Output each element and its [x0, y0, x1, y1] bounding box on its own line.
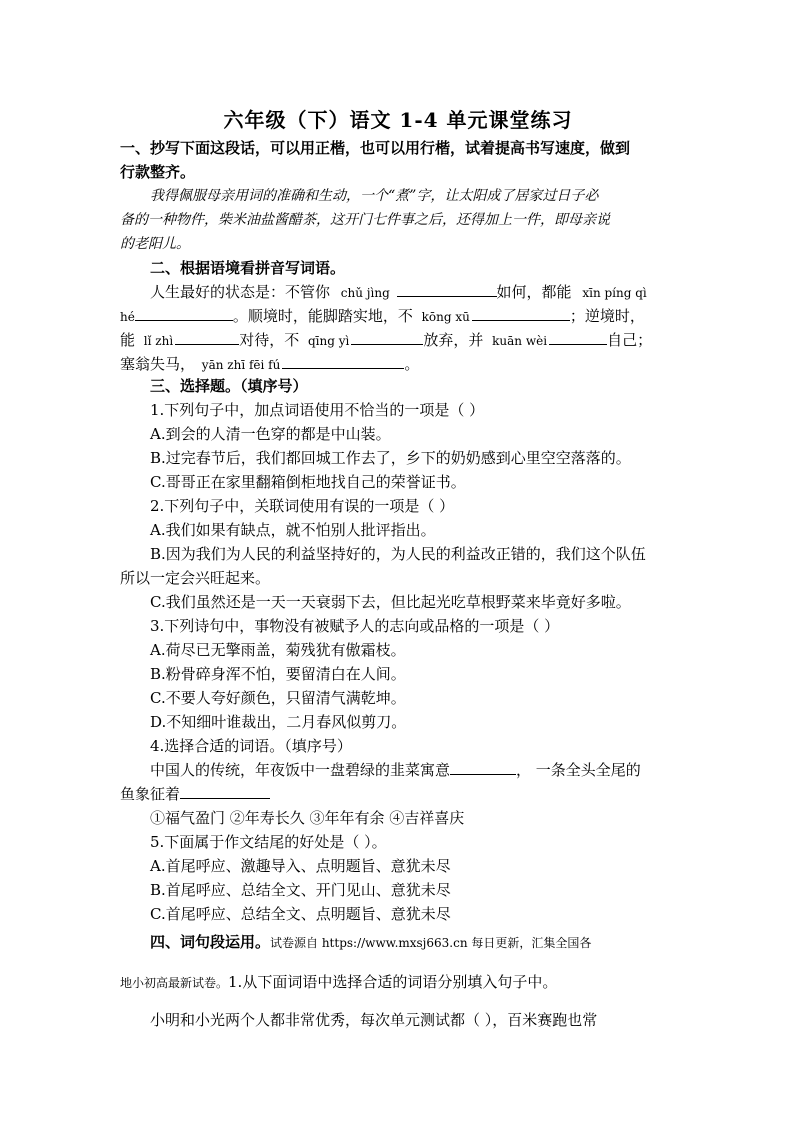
source-note-cont: 地小初高最新试卷。	[120, 976, 229, 990]
option-b: B.首尾呼应、总结全文、开门见山、意犹未尽	[150, 881, 451, 899]
page-title: 六年级（下）语文 1-4 单元课堂练习	[223, 108, 573, 132]
option-b: B.过完春节后，我们都回城工作去了，乡下的奶奶感到心里空空落落的。	[150, 449, 631, 467]
pinyin-line	[120, 328, 652, 353]
pinyin: yān zhī fēi fú	[201, 358, 281, 372]
text: 鱼象征着	[120, 785, 181, 803]
option-c: C.哥哥正在家里翻箱倒柜地找自己的荣誉证书。	[150, 473, 466, 491]
text: ， 一条全头全尾的	[516, 761, 641, 779]
pinyin: xīn píng qì	[582, 286, 647, 300]
pinyin: kuān wèi	[492, 334, 548, 348]
section-4-paragraph: 小明和小光两个人都非常优秀，每次单元测试都（ ），百米赛跑也常	[150, 1011, 598, 1029]
option-a: A.荷尽已无擎雨盖，菊残犹有傲霜枝。	[150, 641, 406, 659]
pinyin: kōng xū	[421, 310, 470, 324]
answer-blank[interactable]	[472, 305, 570, 321]
question-4-line	[120, 782, 270, 806]
section-1-heading: 一、抄写下面这段话，可以用正楷，也可以用行楷，试着提高书写速度，做到	[120, 139, 631, 157]
option-c: C.首尾呼应、总结全文、点明题旨、意犹未尽	[150, 905, 451, 923]
pinyin: hé	[120, 310, 135, 324]
question-2: 2.下列句子中，关联词使用有误的一项是（ ）	[150, 497, 455, 515]
copy-passage-line: 我得佩服母亲用词的准确和生动，一个“煮”字，让太阳成了居家过日子必	[150, 188, 599, 204]
section-3-heading: 三、选择题。（填序号）	[150, 377, 308, 395]
text: ；逆境时，	[569, 307, 645, 325]
answer-blank[interactable]	[351, 329, 423, 345]
copy-passage-line: 备的一种物件，柴米油盐酱醋茶，这开门七件事之后，还得加上一件，即母亲说	[120, 212, 610, 228]
copy-passage-line: 的老阳儿。	[120, 236, 190, 252]
text: 如何，都能	[496, 283, 572, 301]
answer-blank[interactable]	[180, 783, 270, 799]
text: 中国人的传统，年夜饭中一盘碧绿的韭菜寓意	[150, 761, 451, 779]
pinyin-line	[120, 304, 645, 329]
answer-blank[interactable]	[175, 329, 239, 345]
pinyin: lǐ zhì	[143, 334, 174, 348]
question-1: 1.下列句子中，加点词语使用不恰当的一项是（ ）	[150, 401, 485, 419]
option-b-cont: 所以一定会兴旺起来。	[120, 569, 271, 587]
answer-blank[interactable]	[135, 305, 233, 321]
option-c: C.不要人夸好颜色，只留清气满乾坤。	[150, 689, 406, 707]
pinyin: qīng yì	[307, 334, 350, 348]
option-c: C.我们虽然还是一天一天衰弱下去，但比起光吃草根野菜来毕竟好多啦。	[150, 593, 631, 611]
answer-blank[interactable]	[450, 759, 516, 775]
answer-blank[interactable]	[549, 329, 607, 345]
question-4-line	[150, 758, 641, 782]
text: 对待，不	[239, 331, 300, 349]
option-a: A.我们如果有缺点，就不怕别人批评指出。	[150, 521, 436, 539]
section-2-heading: 二、根据语境看拼音写词语。	[150, 259, 346, 277]
section-4-line	[120, 970, 557, 995]
word-options: ①福气盈门 ②年寿长久 ③年年有余 ④吉祥喜庆	[150, 809, 465, 827]
text: 。	[404, 355, 420, 373]
section-1-heading-cont: 行款整齐。	[120, 163, 196, 181]
text: 塞翁失马，	[120, 355, 196, 373]
text: 自己；	[607, 331, 653, 349]
option-b: B.粉骨碎身浑不怕，要留清白在人间。	[150, 665, 406, 683]
answer-blank[interactable]	[282, 353, 404, 369]
source-note: 试卷源自 https://www.mxsj663.cn 每日更新，汇集全国各	[270, 936, 592, 950]
section-4-line	[150, 930, 591, 955]
option-a: A.到会的人清一色穿的都是中山装。	[150, 425, 391, 443]
question-3: 3.下列诗句中，事物没有被赋予人的志向或品格的一项是（ ）	[150, 617, 560, 635]
option-b: B.因为我们为人民的利益坚持好的，为人民的利益改正错的，我们这个队伍	[150, 545, 646, 563]
text: 能	[120, 331, 136, 349]
answer-blank[interactable]	[397, 281, 497, 297]
question-4: 4.选择合适的词语。（填序号）	[150, 737, 352, 755]
pinyin: chǔ jìng	[340, 286, 390, 300]
text: 人生最好的状态是：不管你	[150, 283, 331, 301]
option-d: D.不知细叶谁裁出，二月春风似剪刀。	[150, 713, 407, 731]
text: 。顺境时，能脚踏实地，不	[232, 307, 413, 325]
question-5: 5.下面属于作文结尾的好处是（ ）。	[150, 833, 387, 851]
pinyin-line	[150, 280, 647, 305]
section-4-question-1: 1.从下面词语中选择合适的词语分别填入句子中。	[228, 973, 558, 991]
text: 放弃，并	[423, 331, 484, 349]
section-4-heading: 四、词句段运用。	[150, 933, 271, 951]
option-a: A.首尾呼应、激趣导入、点明题旨、意犹未尽	[150, 857, 451, 875]
